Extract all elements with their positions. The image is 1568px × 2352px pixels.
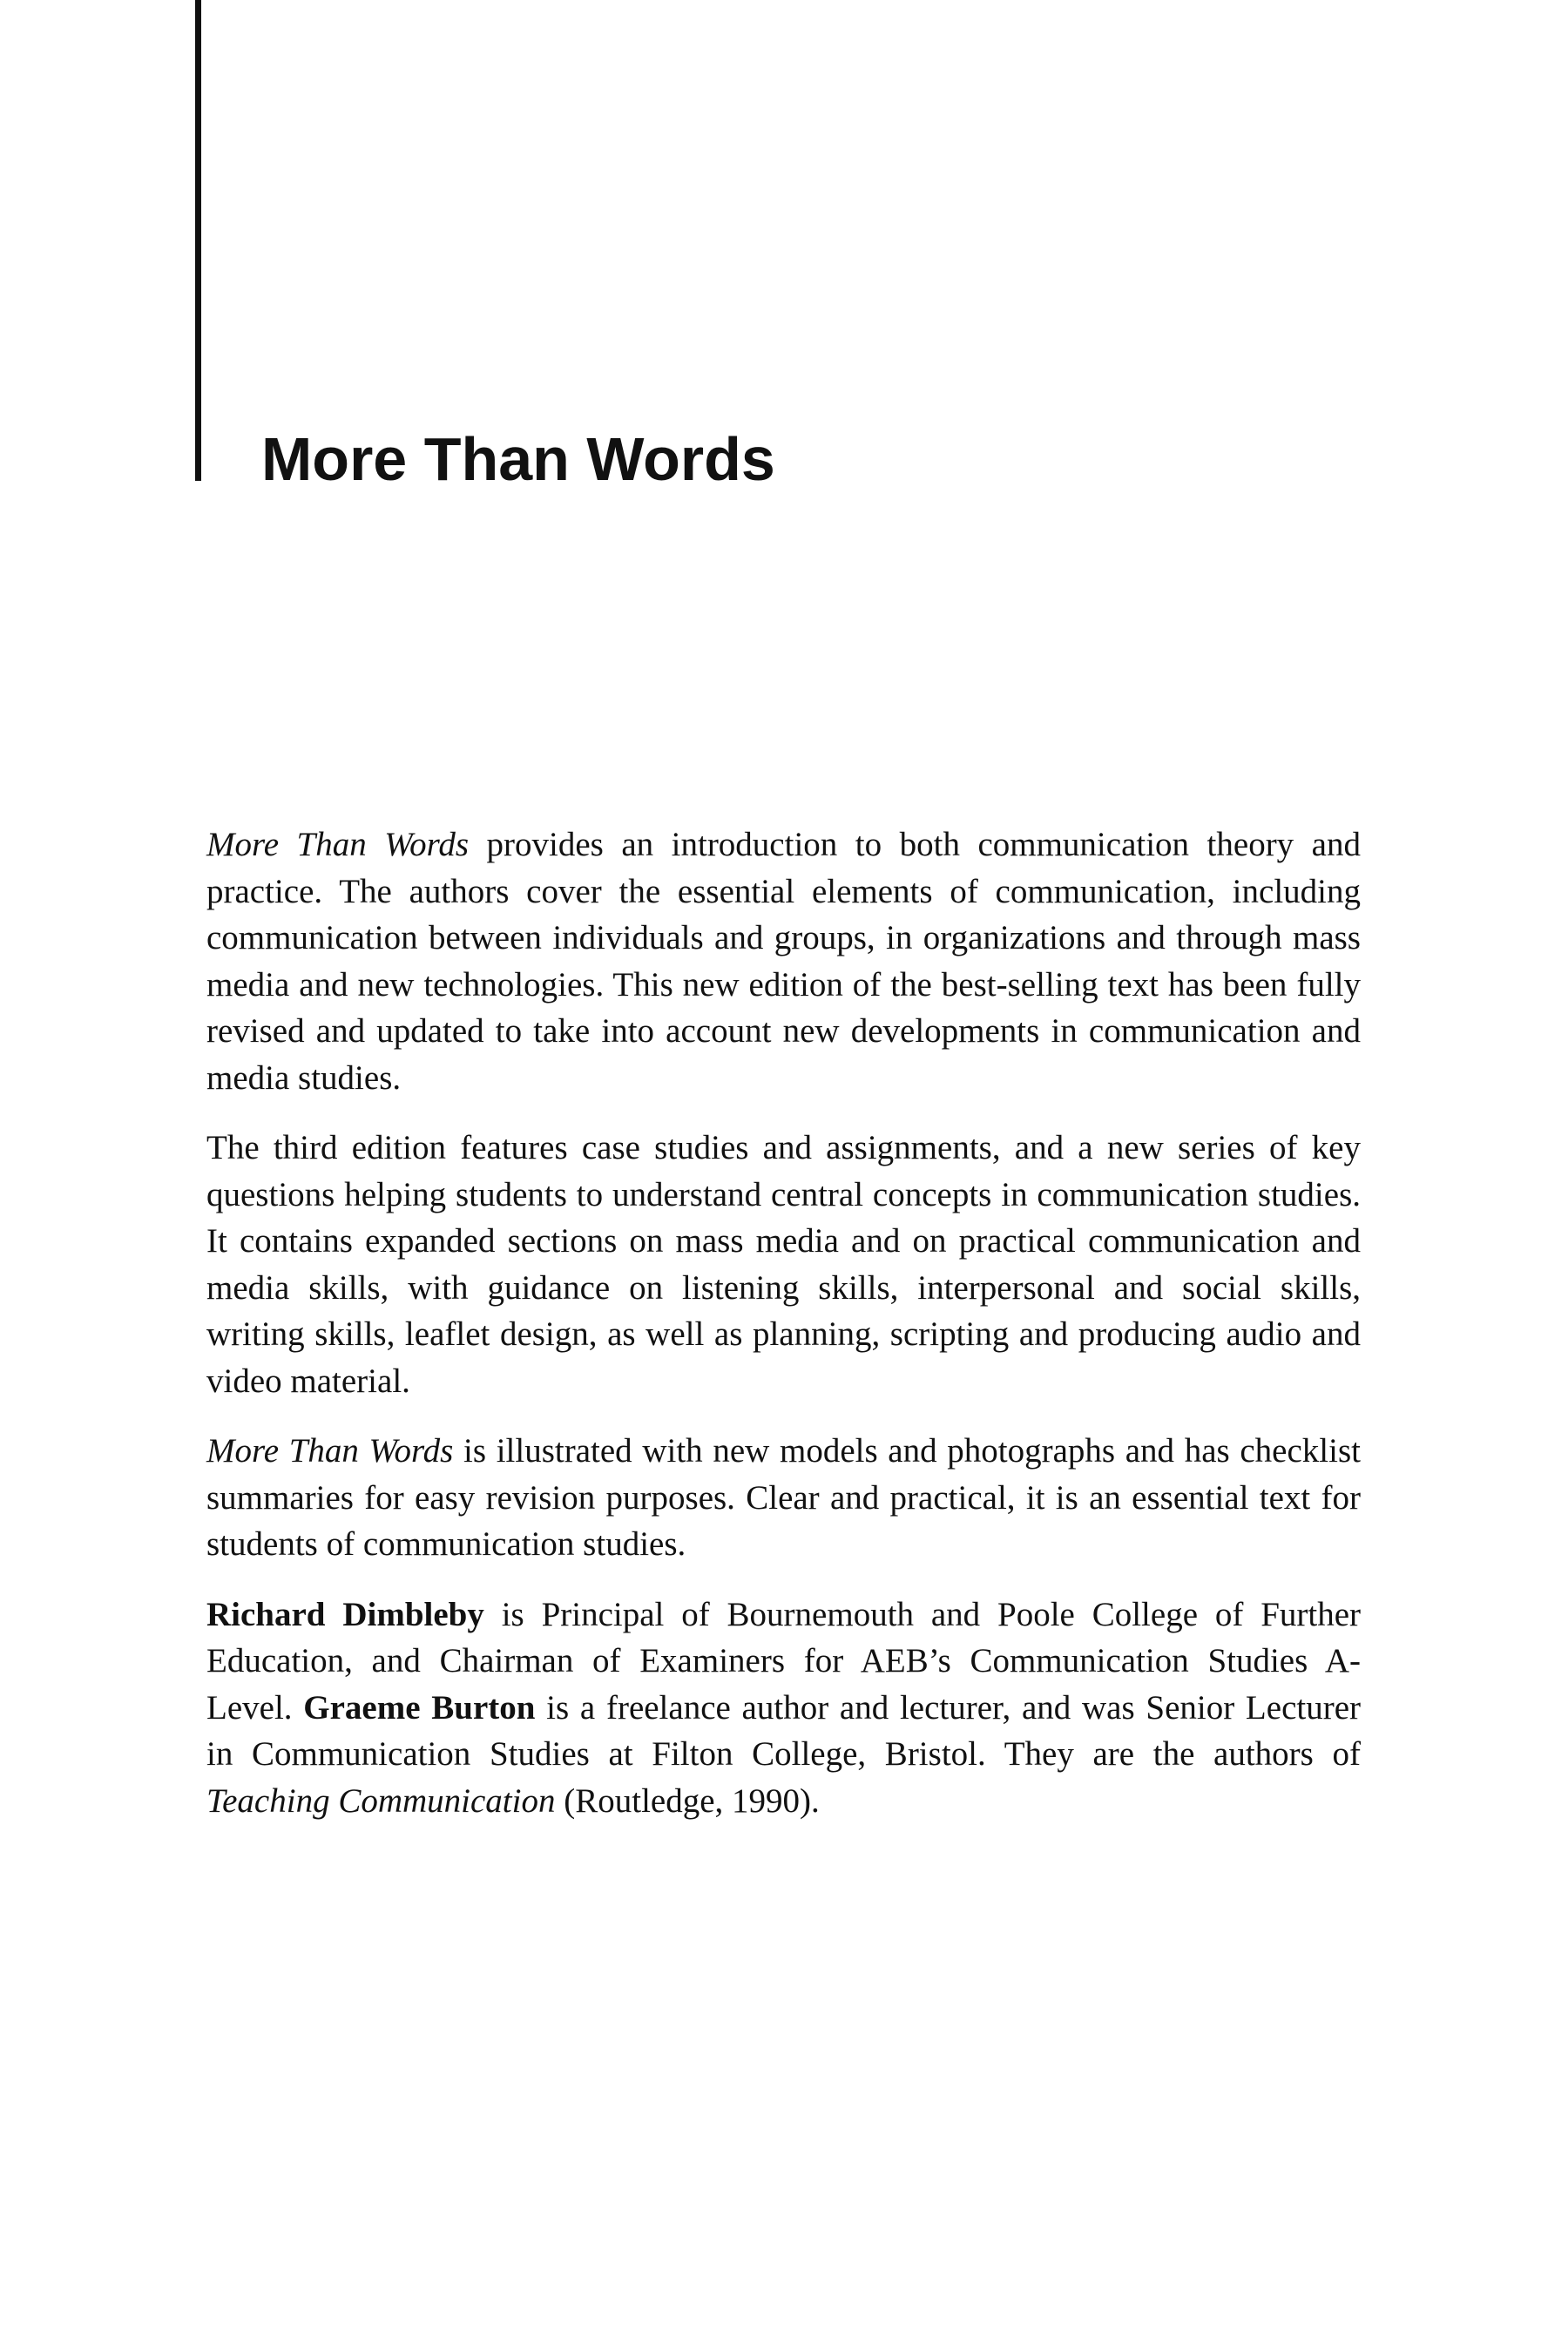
author-bio-1: is Principal of Bournemouth and Poole College of Further Education, and Chairman of Examiners for AEB’s Communication Studies A- Level. [206,1595,1361,1727]
description-paragraph [206,821,1361,1101]
author-name-2: Graeme Burton [303,1688,536,1727]
vertical-rule [195,0,201,481]
previous-book-citation: (Routledge, 1990). [555,1781,820,1820]
summary-paragraph [206,1428,1361,1568]
page-title: More Than Words [261,425,775,493]
book-title-italic: More Than Words [206,826,470,863]
book-title-italic-2: More Than Words [206,1432,454,1470]
summary-text: is illustrated with new models and photographs and has checklist summaries for easy revision purposes. Clear and practical, it is an essential text for students of communication studies. [206,1432,1361,1563]
features-paragraph: The third edition features case studies and assignments, and a new series of key questions helping students to understand central concepts in communication studies. It contains expanded sections on mass media and on practical communication and media skills, with guidance on listening skills, interpersonal and social skills, writing skills, leaflet design, as well as planning, scripting and producing audio and video material. [206,1129,1361,1400]
blurb-body [206,821,1361,1824]
author-bio-2: is a freelance author and lecturer, and was Senior Lecturer in Communication Studies at Filton College, Bristol. They are the authors of [206,1688,1361,1773]
author-bio-paragraph [206,1592,1361,1825]
author-name-1: Richard Dimbleby [206,1595,484,1633]
previous-book-title: Teaching Communication [206,1781,556,1820]
description-text: provides an introduction to both communication theory and practice. The authors cover the essential elements of communication, including communication between individuals and groups, in organizations and through mass media and new technologies. This new edition of the best-selling text has been fully revised and updated to take into account new developments in communication and media studies. [206,826,1361,1097]
